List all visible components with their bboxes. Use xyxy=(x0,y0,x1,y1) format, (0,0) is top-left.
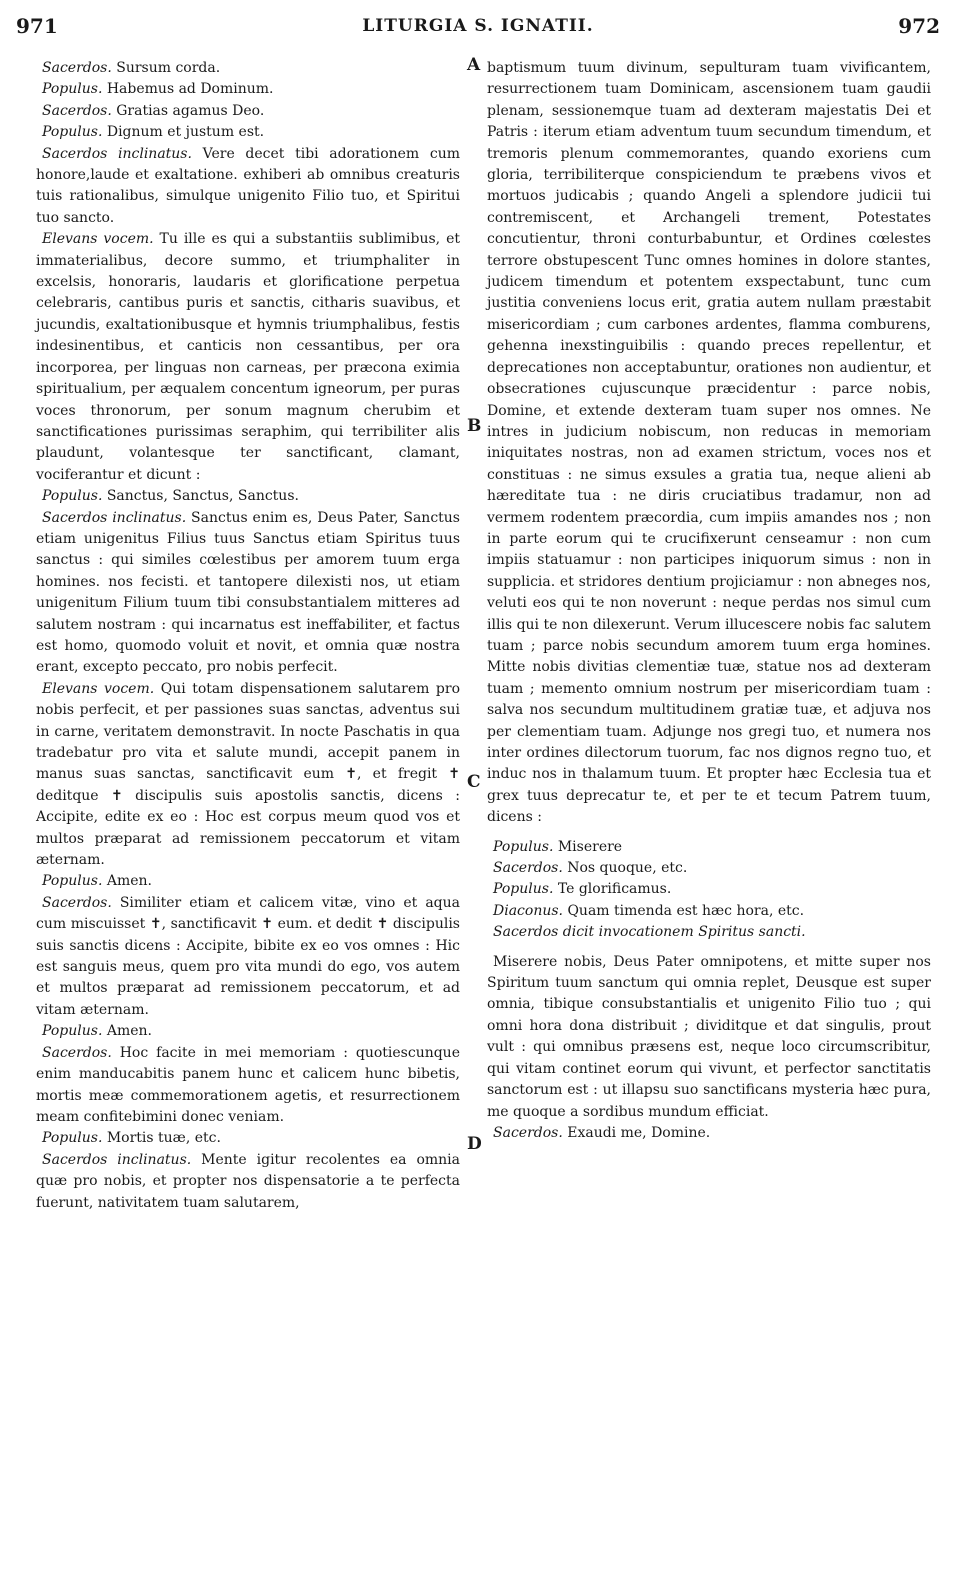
dialogue-text: Amen. xyxy=(106,873,152,890)
speaker-label: Sacerdos. xyxy=(42,102,112,119)
right-column xyxy=(487,58,931,1144)
dialogue-line xyxy=(36,144,460,230)
rubric-line xyxy=(487,922,931,943)
speaker-label: Sacerdos inclinatus. xyxy=(42,145,192,162)
dialogue-line xyxy=(36,893,460,1021)
response-line xyxy=(487,858,931,879)
dialogue-text: Gratias agamus Deo. xyxy=(116,102,265,119)
dialogue-line xyxy=(36,508,460,679)
response-line xyxy=(487,901,931,922)
running-header xyxy=(16,14,940,42)
speaker-label: Sacerdos inclinatus. xyxy=(42,509,187,526)
speaker-label: Sacerdos inclinatus. xyxy=(42,1151,192,1168)
dialogue-text: Habemus ad Dominum. xyxy=(106,81,274,98)
dialogue-text: Similiter etiam et calicem vitæ, vino et aqua cum miscuisset ✝, sanctificavit ✝ eum. et dedit ✝ discipulis suis sanctis dicens : Accipite, bibite ex eo vos omnes : Hic est sanguis meus, quem pro vita mundi do ego, vos autem et multos præparat ad remissionem peccatorum, et ad vitam æternam. xyxy=(36,894,460,1018)
dialogue-line xyxy=(36,101,460,122)
page-number-right: 972 xyxy=(898,14,940,38)
margin-letter-b: B xyxy=(467,416,482,436)
page-number-left: 971 xyxy=(16,14,58,38)
dialogue-text: Sanctus, Sanctus, Sanctus. xyxy=(106,488,299,505)
left-column xyxy=(36,58,460,1214)
response-text: Nos quoque, etc. xyxy=(567,860,688,877)
speaker-label: Sacerdos. xyxy=(42,1044,112,1061)
continuation-paragraph: baptismum tuum divinum, sepulturam tuam vivificantem, resurrectionem tuam Dominicam, ascensionem tuam gaudii plenam, sessionemque tuam ad dexteram majestatis Dei et Patris : iterum etiam adventum tuum secundum timendum, et tremoris plenum commemorantes, quando exoriens cum gloria, terribiliterque conspiciendum te præbens vivos et mortuos judicabis ; quando Angeli a splendore judicii tui contremiscent, et Archangeli trement, Potestates concutientur, throni conturbabuntur, et Ordines cœlestes terrore obstupescent Tunc omnes homines in dolore stantes, judicem timendum et potentem exspectabunt, tunc cum justitia conveniens locus erit, gratia autem nullam præstabit misericordiam ; cum carbones ardentes, flamma comburens, gehenna inexstinguibilis : quando preces repellentur, et deprecationes non acceptabuntur, orationes non audientur, et obsecrationes cujuscunque præcidentur : parce nobis, Domine, et extende dexteram tuam super nos omnes. Ne intres in judicium nobiscum, non reducas in memoriam iniquitates nostras, non ad examen strictum, voces nos et constituas : ne simus exsules a gratia tua, neque alieni ab hæreditate tua : ne diris cruciatibus tradamur, non ad vermem rodentem præcordia, cum impiis amandes nos ; non in parte eorum qui te crucifixerunt censeamur : non cum impiis statuamur : non participes iniquorum simus : non in supplicia. et stridores dentium projiciamur : non abneges nos, veluti eos qui te non noverunt : neque perdas nos simul cum illis qui te non dilexerunt. Verum illucescere nobis fac salutem tuam ; parce nobis secundum amorem tuum erga homines. Mitte nobis divitias clementiæ tuæ, statue nos ad dexteram tuam ; memento omnium nostrum per misericordiam tuam : salva nos secundum multitudinem gratiæ tuæ, et adjuva nos per clementiam tuam. Adjunge nos gregi tuo, et numera nos inter ordines dilectorum tuorum, fac nos dignos regno tuo, et induc nos in thalamum tuum. Et propter hæc Ecclesia tua et grex tuus deprecatur te, et per te et tecum Patrem tuum, dicens : xyxy=(487,60,931,826)
rubric-text: Sacerdos dicit invocationem Spiritus sancti. xyxy=(493,924,806,941)
speaker-label: Populus. xyxy=(42,1023,103,1040)
dialogue-text: Amen. xyxy=(106,1023,152,1040)
dialogue-text: Sanctus enim es, Deus Pater, Sanctus etiam unigenitus Filius tuus Sanctus etiam Spiritus tuus sanctus : qui similes cœlestibus per amorem tuum erga homines. nos fecisti. et tantopere dilexisti nos, ut etiam unigenitum Filium tuum tibi consubstantialem mitteres ad salutem nostram : qui incarnatus est ineffabiliter, et factus est homo, quomodo voluit et novit, et omnia quæ nostra erant, excepto peccato, pro nobis perfecit. xyxy=(36,509,460,676)
speaker-label: Populus. xyxy=(493,838,554,855)
response-text: Miserere xyxy=(557,838,623,855)
closing-text: Exaudi me, Domine. xyxy=(567,1124,711,1141)
dialogue-text: Dignum et justum est. xyxy=(106,124,265,141)
dialogue-text: Mente igitur recolentes ea omnia quæ pro nobis, et propter nos dispensatorie a te perfecta fuerunt, nativitatem tuam salutarem, xyxy=(36,1151,460,1211)
running-title: LITURGIA S. IGNATII. xyxy=(362,16,594,36)
dialogue-text: Mortis tuæ, etc. xyxy=(106,1130,221,1147)
dialogue-line xyxy=(36,79,460,100)
dialogue-line xyxy=(36,58,460,79)
dialogue-line xyxy=(36,1128,460,1149)
speaker-label: Populus. xyxy=(42,488,103,505)
margin-letter-d: D xyxy=(467,1134,482,1154)
speaker-label: Sacerdos. xyxy=(493,1124,563,1141)
dialogue-line xyxy=(36,871,460,892)
dialogue-text: Qui totam dispensationem salutarem pro nobis perfecit, et per passiones suas sanctas, adventus sui in carne, veritatem demonstravit. In nocte Paschatis in qua tradebatur pro vita et salute mundi, accepit panem in manus suas sanctas, sanctificavit eum ✝, et fregit ✝ deditque ✝ discipulis suis apostolis sanctis, dicens : Accipite, edite ex eo : Hoc est corpus meum quod vos et multos præparat ad remissionem peccatorum et vitam æternam. xyxy=(36,680,460,869)
response-line xyxy=(487,837,931,858)
margin-letter-a: A xyxy=(467,55,481,75)
dialogue-line xyxy=(36,122,460,143)
dialogue-line xyxy=(36,229,460,486)
speaker-label: Populus. xyxy=(42,1130,103,1147)
margin-letter-c: C xyxy=(467,772,481,792)
dialogue-text: Hoc facite in mei memoriam : quotiescunque enim manducabitis panem hunc et calicem hunc bibetis, mortis meæ commemorationem agetis, et resurrectionem meam confitebimini donec veniam. xyxy=(36,1044,460,1125)
dialogue-line xyxy=(36,1021,460,1042)
response-text: Te glorificamus. xyxy=(557,881,672,898)
speaker-label: Populus. xyxy=(493,881,554,898)
dialogue-line xyxy=(36,486,460,507)
response-text: Quam timenda est hæc hora, etc. xyxy=(567,902,805,919)
dialogue-line xyxy=(36,1043,460,1129)
speaker-label: Populus. xyxy=(42,81,103,98)
dialogue-text: Vere decet tibi adorationem cum honore,laude et exaltatione. exhiberi ab omnibus creaturis tuis rationalibus, simulque unigenito Filio tuo, et Spiritui tuo sancto. xyxy=(36,145,461,226)
speaker-label: Diaconus. xyxy=(493,902,563,919)
speaker-label: Populus. xyxy=(42,873,103,890)
invocation-paragraph: Miserere nobis, Deus Pater omnipotens, et mitte super nos Spiritum tuum sanctum qui omnia replet, Deusque est super omnia, tibique consubstantialis et unigenito Filio tuo ; qui omni hora dona distribuit ; dividitque et dat singulis, prout vult : qui omnibus præsens est, neque loco circumscribitur, qui vitam continet eorum qui vivunt, et perfector sanctitatis sanctorum est : ut illapsu suo sanctificans mysteria hæc pura, me quoque a sordibus mundum efficiat. xyxy=(487,953,931,1120)
closing-line xyxy=(487,1123,931,1144)
dialogue-text: Sursum corda. xyxy=(116,60,221,76)
speaker-label: Sacerdos. xyxy=(42,60,112,76)
dialogue-line xyxy=(36,679,460,872)
response-line xyxy=(487,879,931,900)
speaker-label: Sacerdos. xyxy=(493,860,563,877)
speaker-label: Populus. xyxy=(42,124,103,141)
dialogue-text: Tu ille es qui a substantiis sublimibus, et immaterialibus, decore summo, et triumphaliter in excelsis, honoraris, laudaris et glorificatione perpetua celebraris, cantibus puris et sanctis, citharis suavibus, et jucundis, exaltationibusque et hymnis triumphalibus, festis indesinentibus, et canticis non cessantibus, per ora incorporea, per linguas non carneas, per præcona eximia spiritualium, per æqualem concentum igneorum, per puras voces thronorum, per sonum magnum cherubim et sanctificationes purissimas seraphim, qui terribiliter alis plaudunt, volantesque ter sanctificant, clamant, vociferantur et dicunt : xyxy=(36,231,460,483)
dialogue-line xyxy=(36,1150,460,1214)
speaker-label: Elevans vocem. xyxy=(42,680,155,697)
speaker-label: Elevans vocem. xyxy=(42,231,154,248)
speaker-label: Sacerdos. xyxy=(42,894,112,911)
